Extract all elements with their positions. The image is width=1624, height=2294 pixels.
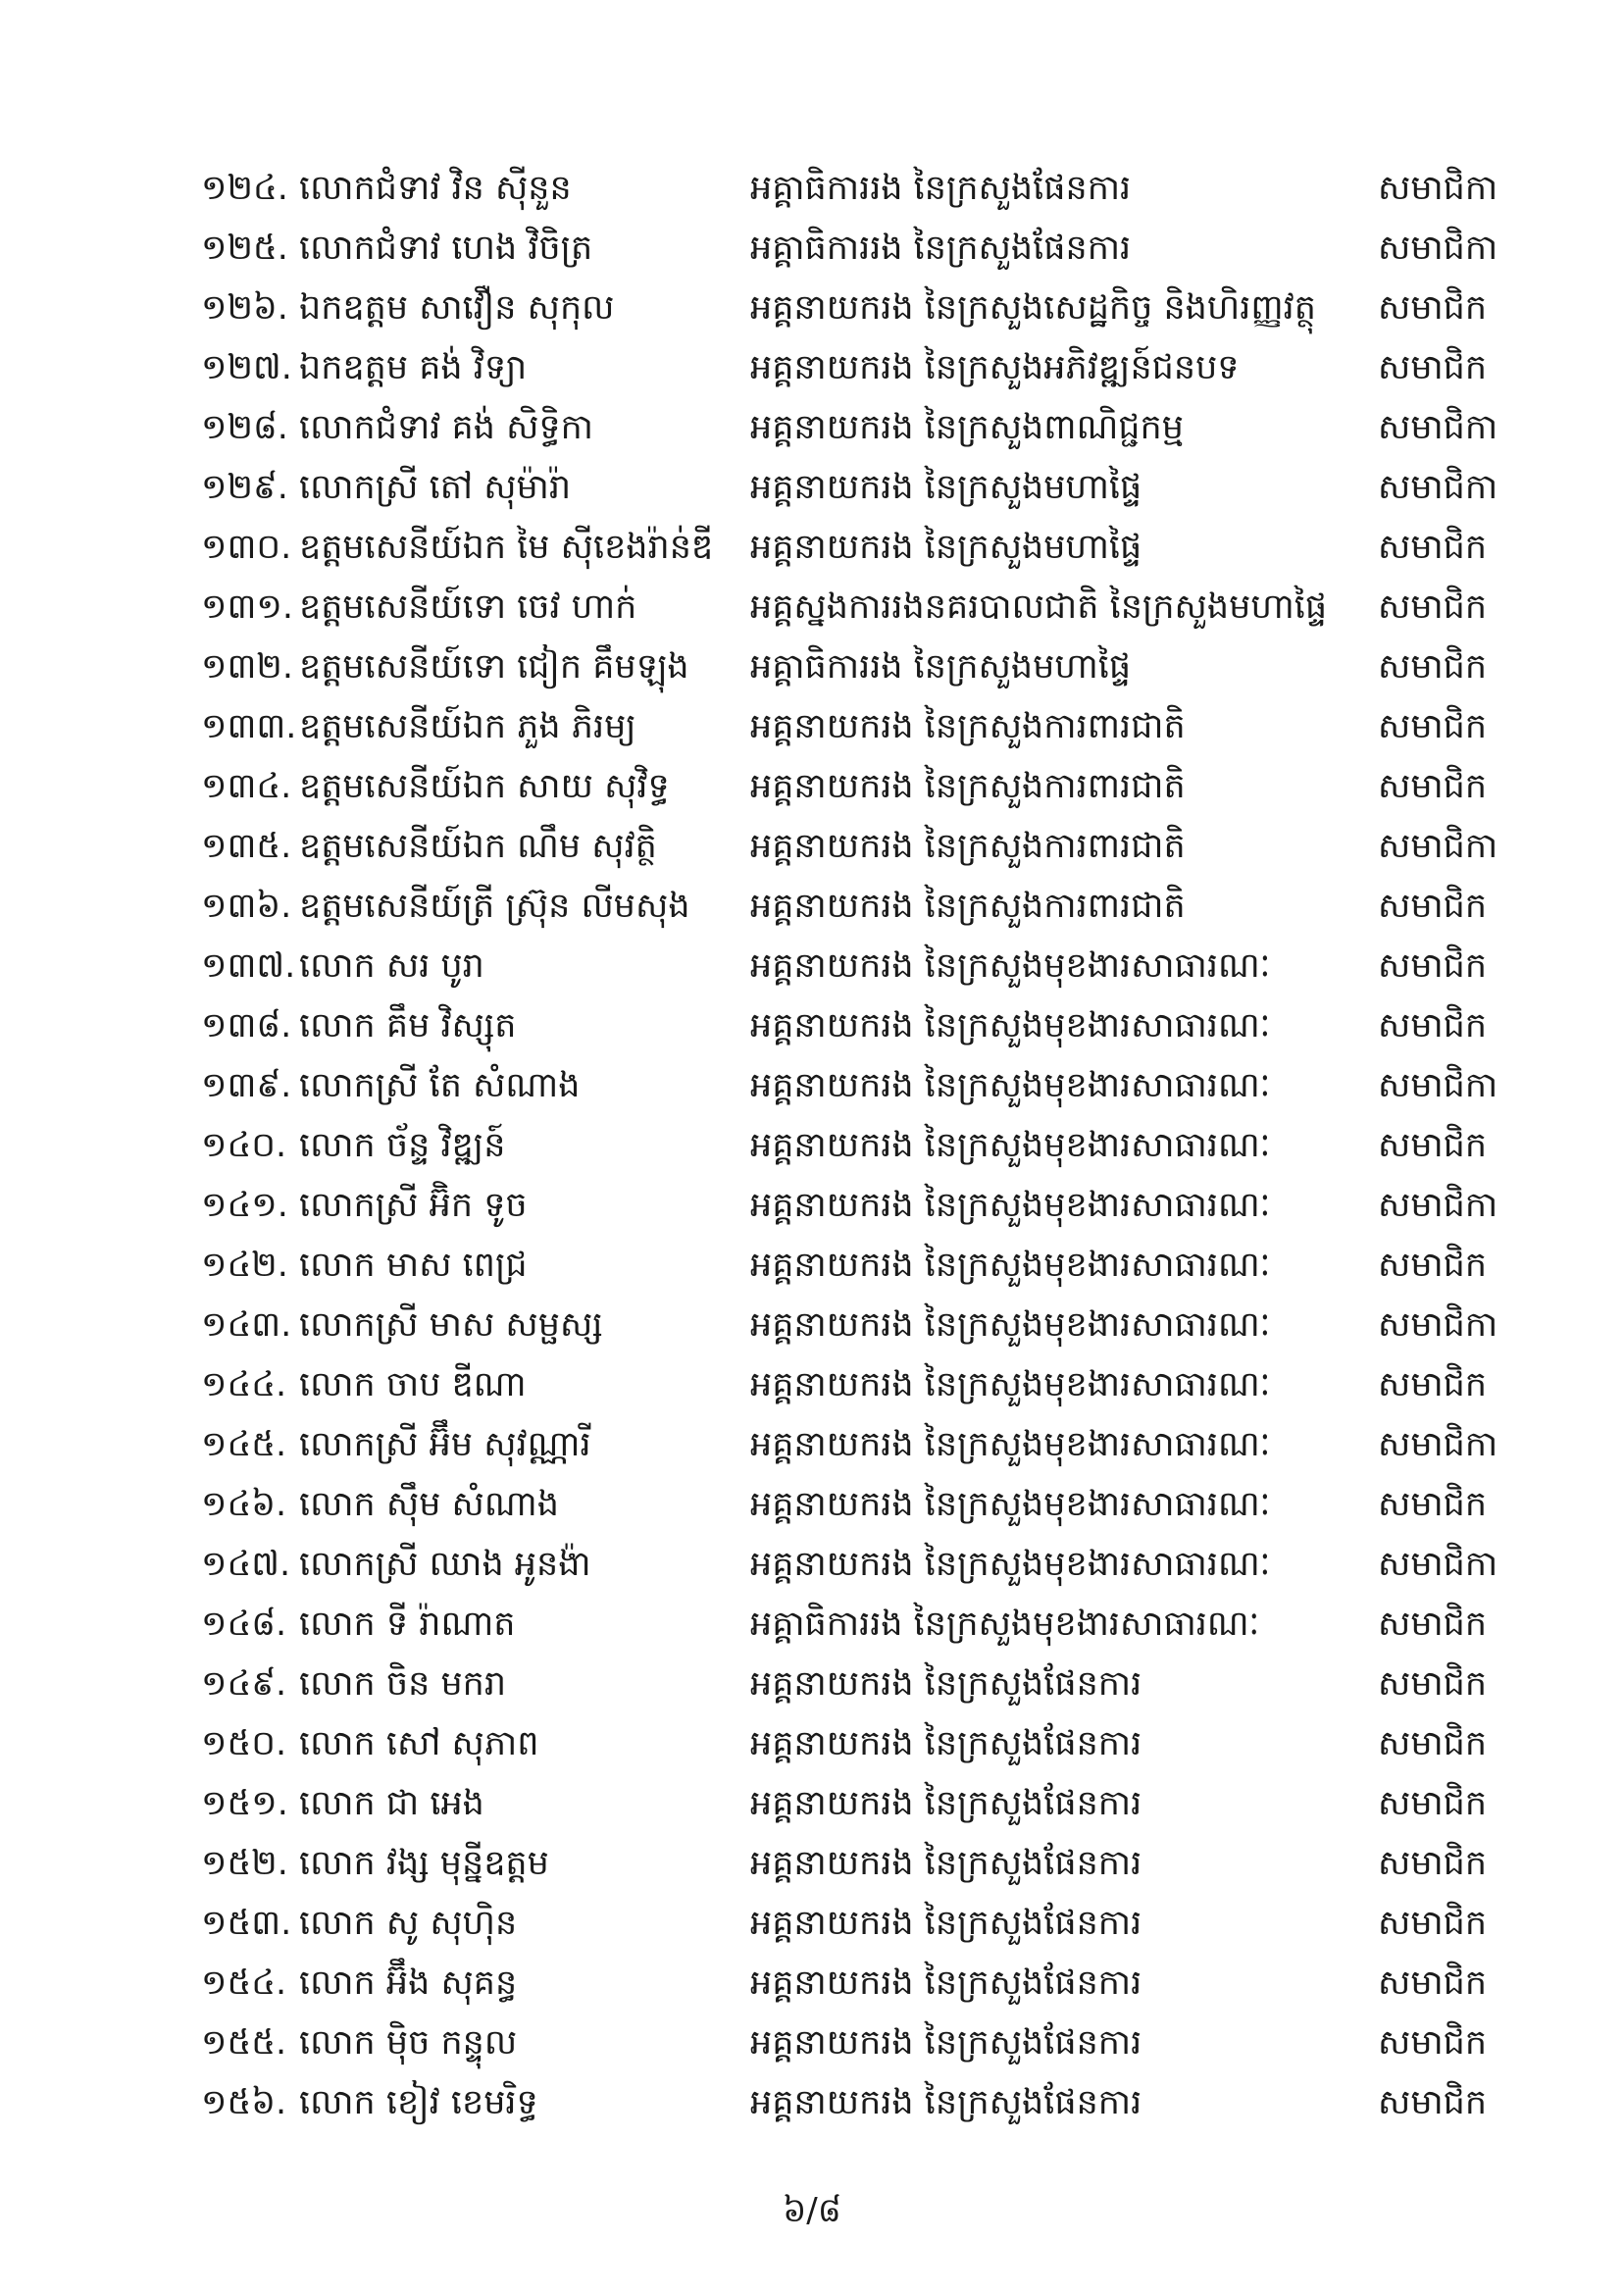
list-item	[201, 1954, 1515, 2014]
list-item	[201, 1296, 1515, 1355]
member-number: ១៤០.	[201, 1126, 287, 1165]
list-item	[201, 2014, 1515, 2073]
list-item	[201, 697, 1515, 757]
member-position: អគ្គនាយករង នៃក្រសួងមុខងារសាធារណៈ	[750, 1485, 1271, 1524]
member-role: សមាជិក	[1378, 707, 1488, 746]
member-number: ១៥៦.	[201, 2083, 287, 2122]
list-item	[201, 637, 1515, 697]
member-name: លោកស្រី តែ សំណាង	[299, 1066, 581, 1105]
member-role: សមាជិកា	[1378, 1545, 1498, 1584]
member-role: សមាជិក	[1378, 348, 1488, 387]
member-number: ១៣៣.	[201, 707, 297, 746]
list-item	[201, 1056, 1515, 1116]
list-item	[201, 518, 1515, 578]
member-position: អគ្គនាយករង នៃក្រសួងការពារជាតិ	[750, 827, 1186, 866]
member-position: អគ្គនាយករង នៃក្រសួងផែនការ	[750, 1724, 1142, 1763]
member-position: អគ្គនាយករង នៃក្រសួងសេដ្ឋកិច្ច និងហិរញ្ញវត្ថុ	[750, 288, 1316, 328]
member-position: អគ្គនាយករង នៃក្រសួងមហាផ្ទៃ	[750, 528, 1142, 567]
member-name: លោក វង្ស មុន្នីឧត្តម	[299, 1844, 549, 1883]
member-position: អគ្គនាយករង នៃក្រសួងផែនការ	[750, 1664, 1142, 1704]
member-position: អគ្គាធិការរង នៃក្រសួងផែនការ	[750, 169, 1132, 208]
list-item	[201, 159, 1515, 219]
member-position: អគ្គនាយករង នៃក្រសួងមុខងារសាធារណៈ	[750, 1365, 1271, 1404]
member-number: ១២៨.	[201, 408, 288, 447]
member-position: អគ្គនាយករង នៃក្រសួងមុខងារសាធារណៈ	[750, 1006, 1271, 1045]
member-role: សមាជិក	[1378, 767, 1488, 806]
member-number: ១២៧.	[201, 348, 292, 387]
member-number: ១៣២.	[201, 647, 294, 687]
member-name: ឧត្តមសេនីយ៍ឯក មៃ ស៊ីខេងរ៉ាន់ឌី	[299, 528, 714, 567]
member-position: អគ្គនាយករង នៃក្រសួងមហាផ្ទៃ	[750, 468, 1142, 507]
member-position: អគ្គនាយករង នៃក្រសួងពាណិជ្ជកម្ម	[750, 408, 1184, 447]
member-number: ១៥២.	[201, 1844, 288, 1883]
list-item	[201, 877, 1515, 937]
member-name: លោក ចិន មករា	[299, 1664, 507, 1704]
member-role: សមាជិក	[1378, 288, 1488, 328]
member-number: ១៤៤.	[201, 1365, 287, 1404]
member-role: សមាជិក	[1378, 647, 1488, 687]
member-name: លោកស្រី មាស សម្ផស្ស	[299, 1305, 603, 1345]
member-role: សមាជិក	[1378, 1844, 1488, 1883]
member-position: អគ្គនាយករង នៃក្រសួងអភិវឌ្ឍន៍ជនបទ	[750, 348, 1240, 387]
member-position: អគ្គនាយករង នៃក្រសួងផែនការ	[750, 2083, 1142, 2122]
member-role: សមាជិកា	[1378, 1066, 1498, 1105]
page-number: ៦/៨	[783, 2191, 841, 2230]
list-item	[201, 1116, 1515, 1176]
member-number: ១៣៦.	[201, 887, 292, 926]
member-position: អគ្គនាយករង នៃក្រសួងមុខងារសាធារណៈ	[750, 1425, 1271, 1464]
member-list	[201, 159, 1515, 2133]
list-item	[201, 338, 1515, 398]
list-item	[201, 1714, 1515, 1774]
member-number: ១៤៨.	[201, 1605, 287, 1644]
member-position: អគ្គនាយករង នៃក្រសួងផែនការ	[750, 1963, 1142, 2003]
list-item	[201, 1535, 1515, 1595]
list-item	[201, 1595, 1515, 1655]
member-role: សមាជិកា	[1378, 1305, 1498, 1345]
list-item	[201, 1176, 1515, 1236]
member-number: ១២៤.	[201, 169, 288, 208]
member-name: លោក ស៊ឹម សំណាង	[299, 1485, 559, 1524]
list-item	[201, 996, 1515, 1056]
member-name: ឧត្តមសេនីយ៍ឯក ភួង ភិរម្យ	[299, 707, 636, 746]
member-position: អគ្គស្នងការរងនគរបាលជាតិ នៃក្រសួងមហាផ្ទៃ	[750, 587, 1328, 627]
member-number: ១៣៧.	[201, 946, 296, 986]
member-name: លោកស្រី អ៊ឹម សុវណ្ណារី	[299, 1425, 591, 1464]
list-item	[201, 937, 1515, 996]
member-position: អគ្គាធិការរង នៃក្រសួងផែនការ	[750, 229, 1132, 268]
member-role: សមាជិក	[1378, 528, 1488, 567]
member-role: សមាជិក	[1378, 587, 1488, 627]
member-position: អគ្គនាយករង នៃក្រសួងមុខងារសាធារណៈ	[750, 946, 1271, 986]
member-role: សមាជិក	[1378, 1126, 1488, 1165]
member-name: លោកជំទាវ ហេង វិចិត្រ	[299, 229, 593, 268]
member-role: សមាជិកា	[1378, 468, 1498, 507]
member-role: សមាជិកា	[1378, 229, 1498, 268]
member-number: ១៤៩.	[201, 1664, 287, 1704]
member-role: សមាជិក	[1378, 1904, 1488, 1943]
list-item	[201, 1415, 1515, 1475]
member-role: សមាជិកា	[1378, 1425, 1498, 1464]
list-item	[201, 398, 1515, 458]
member-position: អគ្គនាយករង នៃក្រសួងផែនការ	[750, 1904, 1142, 1943]
list-item	[201, 578, 1515, 637]
list-item	[201, 1355, 1515, 1415]
member-name: ឧត្តមសេនីយ៍ទោ ចេវ ហាក់	[299, 587, 637, 627]
member-number: ១៣៨.	[201, 1006, 292, 1045]
member-number: ១៥៥.	[201, 2023, 287, 2063]
member-name: លោក ជា អេង	[299, 1784, 484, 1823]
member-name: ឧត្តមសេនីយ៍ឯក សាយ សុវិទ្ធ	[299, 767, 670, 806]
member-number: ១២៥.	[201, 229, 288, 268]
member-name: លោក ខៀវ ខេមរិទ្ធ	[299, 2083, 538, 2122]
member-position: អគ្គនាយករង នៃក្រសួងមុខងារសាធារណៈ	[750, 1246, 1271, 1285]
member-name: ឧត្តមសេនីយ៍ត្រី ស្រ៊ុន លីមសុង	[299, 887, 690, 926]
member-position: អគ្គនាយករង នៃក្រសួងការពារជាតិ	[750, 707, 1186, 746]
member-role: សមាជិក	[1378, 1605, 1488, 1644]
member-role: សមាជិកា	[1378, 408, 1498, 447]
member-name: លោក ច័ន្ទ វិឌ្ឍន៍	[299, 1126, 506, 1165]
member-name: ឯកឧត្តម គង់ វិទ្យា	[299, 348, 528, 387]
member-position: អគ្គនាយករង នៃក្រសួងផែនការ	[750, 1784, 1142, 1823]
member-name: លោកស្រី អ៊ិក ទូច	[299, 1186, 528, 1225]
member-number: ១៥០.	[201, 1724, 287, 1763]
member-position: អគ្គនាយករង នៃក្រសួងផែនការ	[750, 1844, 1142, 1883]
member-name: ឧត្តមសេនីយ៍ទោ ជៀក គឹមឡុង	[299, 647, 689, 687]
member-number: ១៣១.	[201, 587, 294, 627]
member-role: សមាជិក	[1378, 1963, 1488, 2003]
member-name: ឯកឧត្តម សាវឿន សុកុល	[299, 288, 615, 328]
member-position: អគ្គនាយករង នៃក្រសួងការពារជាតិ	[750, 767, 1186, 806]
list-item	[201, 279, 1515, 338]
member-number: ១៤៧.	[201, 1545, 291, 1584]
member-position: អគ្គនាយករង នៃក្រសួងមុខងារសាធារណៈ	[750, 1305, 1271, 1345]
member-role: សមាជិក	[1378, 1485, 1488, 1524]
member-number: ១៥៤.	[201, 1963, 287, 2003]
member-number: ១៤១.	[201, 1186, 288, 1225]
member-name: លោក អ៊ឹង សុគន្ធ	[299, 1963, 518, 2003]
member-number: ១២៩.	[201, 468, 288, 507]
list-item	[201, 1475, 1515, 1535]
member-role: សមាជិកា	[1378, 1186, 1498, 1225]
member-role: សមាជិកា	[1378, 169, 1498, 208]
member-position: អគ្គនាយករង នៃក្រសួងមុខងារសាធារណៈ	[750, 1126, 1271, 1165]
list-item	[201, 1834, 1515, 1894]
member-role: សមាជិកា	[1378, 827, 1498, 866]
member-role: សមាជិក	[1378, 1246, 1488, 1285]
member-position: អគ្គនាយករង នៃក្រសួងការពារជាតិ	[750, 887, 1186, 926]
member-number: ១៥៣.	[201, 1904, 292, 1943]
list-item	[201, 1655, 1515, 1714]
member-role: សមាជិក	[1378, 1006, 1488, 1045]
list-item	[201, 757, 1515, 817]
member-name: លោកស្រី តៅ សុម៉ារ៉ា	[299, 468, 572, 507]
member-number: ១៤៦.	[201, 1485, 287, 1524]
member-role: សមាជិក	[1378, 887, 1488, 926]
member-role: សមាជិក	[1378, 946, 1488, 986]
member-number: ១៤៣.	[201, 1305, 292, 1345]
member-name: លោកស្រី ឈាង អូនង៉ា	[299, 1545, 591, 1584]
member-position: អគ្គនាយករង នៃក្រសួងមុខងារសាធារណៈ	[750, 1186, 1271, 1225]
member-role: សមាជិក	[1378, 2083, 1488, 2122]
member-role: សមាជិក	[1378, 1664, 1488, 1704]
member-number: ១៣០.	[201, 528, 292, 567]
member-position: អគ្គនាយករង នៃក្រសួងមុខងារសាធារណៈ	[750, 1545, 1271, 1584]
list-item	[201, 2073, 1515, 2133]
member-number: ១៤២.	[201, 1246, 288, 1285]
member-role: សមាជិក	[1378, 1365, 1488, 1404]
member-number: ១៣៥.	[201, 827, 292, 866]
member-role: សមាជិក	[1378, 1724, 1488, 1763]
list-item	[201, 1894, 1515, 1954]
member-role: សមាជិក	[1378, 1784, 1488, 1823]
member-role: សមាជិក	[1378, 2023, 1488, 2063]
member-name: លោកជំទាវ គង់ សិទ្ធិកា	[299, 408, 593, 447]
list-item	[201, 219, 1515, 279]
member-name: លោកជំទាវ វិន ស៊ីនួន	[299, 169, 572, 208]
member-number: ១៣៤.	[201, 767, 292, 806]
member-name: លោក ចាប ឌីណា	[299, 1365, 527, 1404]
member-position: អគ្គនាយករង នៃក្រសួងផែនការ	[750, 2023, 1142, 2063]
member-name: លោក មាស ពេជ្រ	[299, 1246, 528, 1285]
member-position: អគ្គាធិការរង នៃក្រសួងមុខងារសាធារណៈ	[750, 1605, 1260, 1644]
list-item	[201, 1236, 1515, 1296]
list-item	[201, 458, 1515, 518]
member-number: ១៤៥.	[201, 1425, 287, 1464]
member-number: ១៣៩.	[201, 1066, 292, 1105]
member-name: លោក សៅ សុភាព	[299, 1724, 539, 1763]
member-number: ១៥១.	[201, 1784, 288, 1823]
member-name: លោក ម៉ិច កន្ទុល	[299, 2023, 518, 2063]
member-name: លោក ទី រ៉ាណាត	[299, 1605, 516, 1644]
member-position: អគ្គនាយករង នៃក្រសួងមុខងារសាធារណៈ	[750, 1066, 1271, 1105]
list-item	[201, 817, 1515, 877]
member-name: លោក សរ បូរា	[299, 946, 484, 986]
member-position: អគ្គាធិការរង នៃក្រសួងមហាផ្ទៃ	[750, 647, 1132, 687]
member-name: លោក សូ សុហ៊ិន	[299, 1904, 518, 1943]
member-name: ឧត្តមសេនីយ៍ឯក ណឹម សុវត្ថិ	[299, 827, 657, 866]
member-name: លោក គឹម វិស្សុត	[299, 1006, 517, 1045]
list-item	[201, 1774, 1515, 1834]
member-number: ១២៦.	[201, 288, 288, 328]
